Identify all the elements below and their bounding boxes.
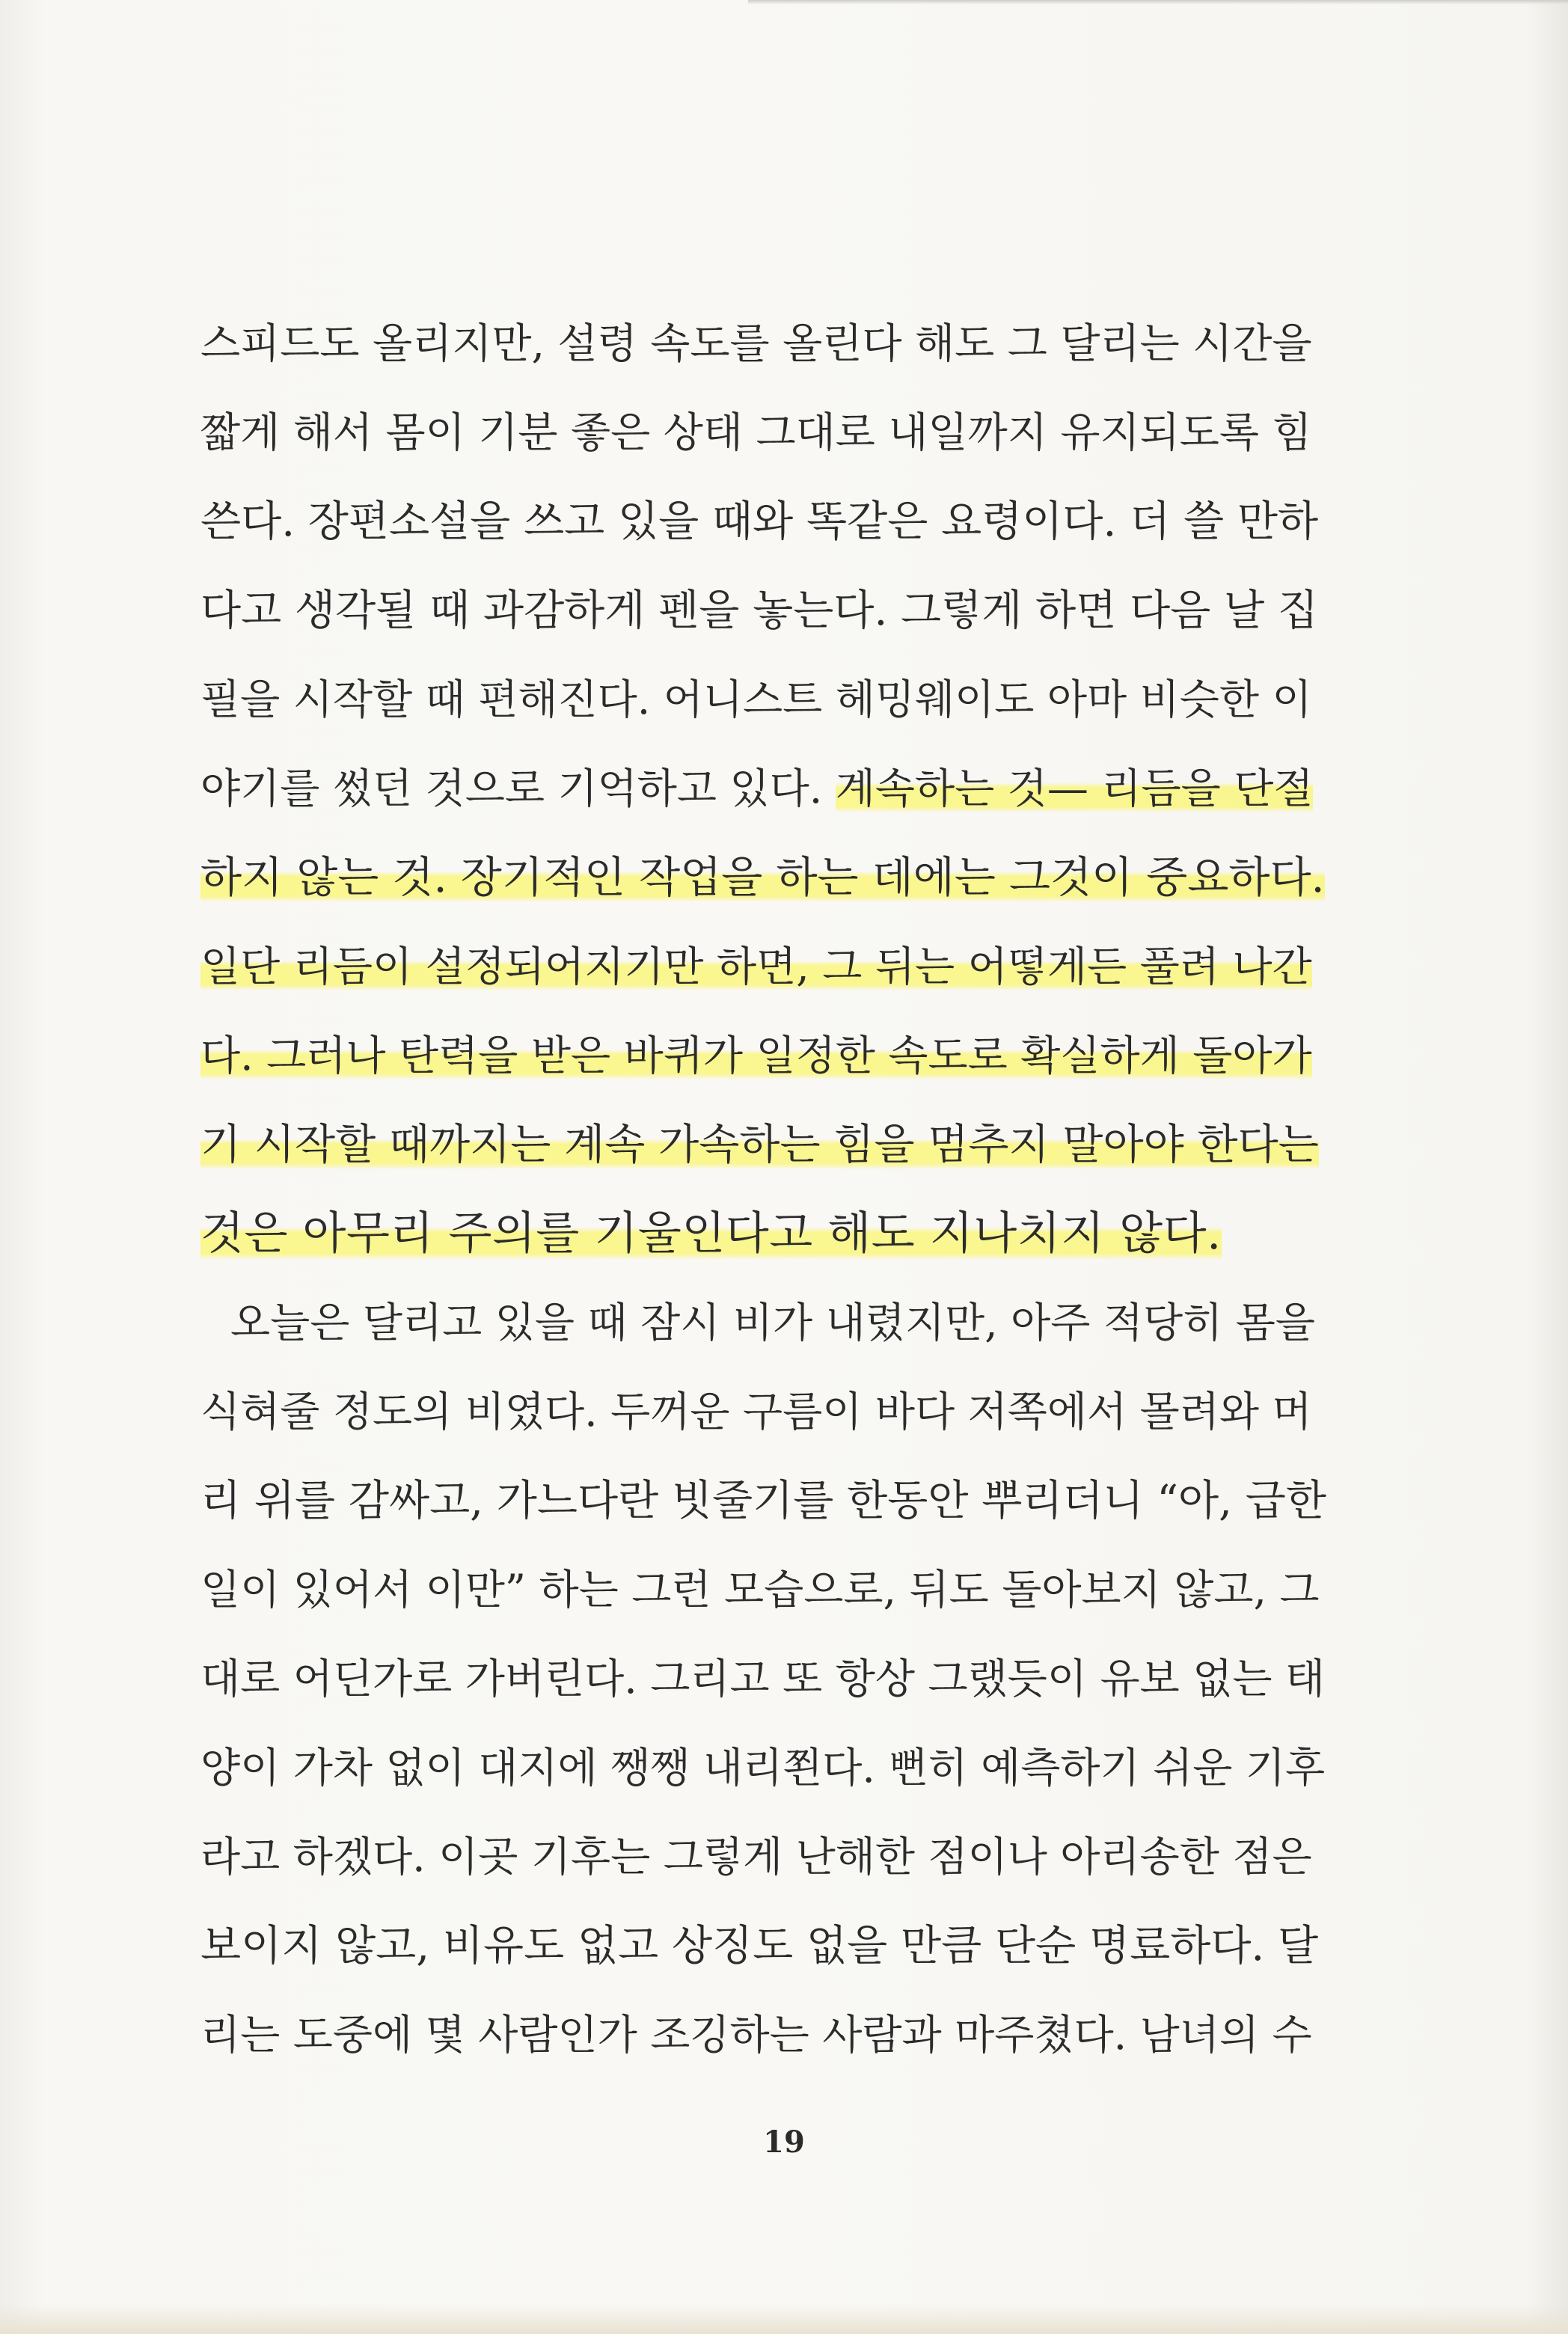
text-line: 대로 어딘가로 가버린다. 그리고 또 항상 그랬듯이 유보 없는 태 [200, 1655, 1326, 1703]
text-line: 스피드도 올리지만, 설령 속도를 올린다 해도 그 달리는 시간을 [200, 319, 1312, 367]
page-number: 19 [763, 2125, 805, 2160]
page-bottom-edge [0, 2304, 1568, 2334]
highlighted-text: 것은 아무리 주의를 기울인다고 해도 지나치지 않다. [200, 1207, 1222, 1260]
body-text [200, 299, 1330, 2080]
text-line: 다고 생각될 때 과감하게 펜을 놓는다. 그렇게 하면 다음 날 집 [200, 586, 1319, 635]
highlighted-text: 계속하는 것— 리듬을 단절 [835, 765, 1314, 812]
text-line: 보이지 않고, 비유도 없고 상징도 없을 만큼 단순 명료하다. 달 [200, 1922, 1319, 1970]
text-line: 짧게 해서 몸이 기분 좋은 상태 그대로 내일까지 유지되도록 힘 [200, 408, 1312, 456]
text-line: 필을 시작할 때 편해진다. 어니스트 헤밍웨이도 아마 비슷한 이 [200, 676, 1312, 723]
text-line [200, 922, 1330, 1011]
highlighted-text: 기 시작할 때까지는 계속 가속하는 힘을 멈추지 말아야 한다는 [200, 1121, 1319, 1169]
text-line [200, 1100, 1330, 1189]
text-line: 야기를 썼던 것으로 기억하고 있다. 계속하는 것— 리듬을 단절 [200, 765, 1314, 812]
highlighted-text: 하지 않는 것. 장기적인 작업을 하는 데에는 그것이 중요하다. [200, 853, 1325, 902]
text-line [200, 1011, 1330, 1100]
highlighted-text: 다. 그러나 탄력을 받은 바퀴가 일정한 속도로 확실하게 돌아가 [200, 1032, 1312, 1079]
text-line: 양이 가차 없이 대지에 쨍쨍 내리쬔다. 뻔히 예측하기 쉬운 기후 [200, 1744, 1326, 1792]
text-line [200, 1189, 1330, 1278]
text-line: 쓴다. 장편소설을 쓰고 있을 때와 똑같은 요령이다. 더 쓸 만하 [200, 497, 1319, 546]
highlighted-text: 일단 리듬이 설정되어지기만 하면, 그 뒤는 어떻게든 풀려 나간 [200, 943, 1312, 990]
paragraph-start-line: 오늘은 달리고 있을 때 잠시 비가 내렸지만, 아주 적당히 몸을 [230, 1299, 1315, 1347]
text-line: 라고 하겠다. 이곳 기후는 그렇게 난해한 점이나 아리송한 점은 [200, 1833, 1312, 1881]
text-line: 리 위를 감싸고, 가느다란 빗줄기를 한동안 뿌리더니 “아, 급한 [200, 1477, 1326, 1525]
page-top-edge [748, 0, 1568, 4]
text-line: 리는 도중에 몇 사람인가 조깅하는 사람과 마주쳤다. 남녀의 수 [200, 2011, 1312, 2059]
text-line: 식혀줄 정도의 비였다. 두꺼운 구름이 바다 저쪽에서 몰려와 머 [200, 1388, 1312, 1436]
text-line [200, 833, 1330, 922]
text-line: 일이 있어서 이만” 하는 그런 모습으로, 뒤도 돌아보지 않고, 그 [200, 1566, 1320, 1614]
